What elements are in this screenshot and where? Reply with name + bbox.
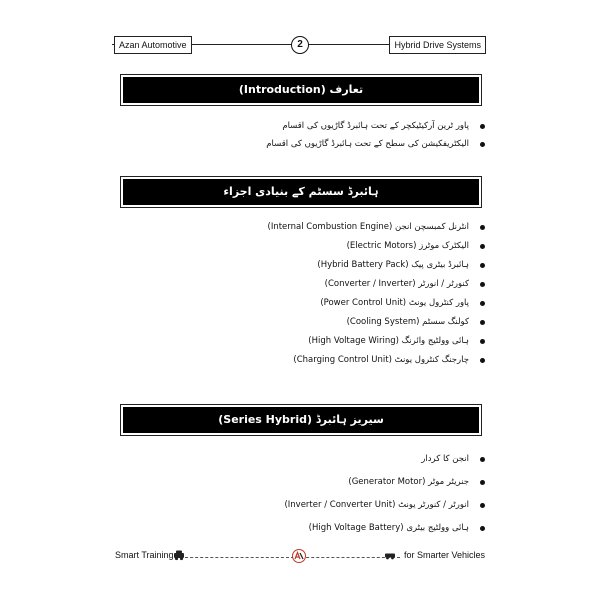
- section-heading-components: [120, 176, 482, 208]
- car-icon: [384, 550, 396, 560]
- list-item: ہائبرڈ بیٹری پیک (Hybrid Battery Pack): [268, 256, 486, 275]
- bullet-icon: [480, 480, 485, 485]
- bullet-icon: [480, 457, 485, 462]
- list-item: ہائی وولٹیج بیٹری (High Voltage Battery): [284, 517, 485, 540]
- section-heading-introduction: [120, 74, 482, 106]
- section-heading-series-hybrid: [120, 404, 482, 436]
- series-hybrid-list: [284, 448, 485, 540]
- bullet-icon: [480, 244, 485, 249]
- section-title: سیریز ہائبرڈ (Series Hybrid): [123, 407, 479, 433]
- car-icon: [172, 549, 186, 561]
- list-item: الیکٹریفکیشن کی سطح کے تحت ہائبرڈ گاڑیوں کی اقسام: [266, 135, 485, 153]
- bullet-icon: [480, 320, 485, 325]
- bullet-icon: [480, 124, 485, 129]
- list-item: انورٹر / کنورٹر یونٹ (Inverter / Converter Unit): [284, 494, 485, 517]
- list-item: انجن کا کردار: [284, 448, 485, 471]
- section-title: ہائبرڈ سسٹم کے بنیادی اجزاء: [123, 179, 479, 205]
- bullet-icon: [480, 225, 485, 230]
- bullet-icon: [480, 339, 485, 344]
- header-topic: Hybrid Drive Systems: [389, 36, 486, 54]
- bullet-icon: [480, 358, 485, 363]
- bullet-icon: [480, 282, 485, 287]
- list-item: پاور کنٹرول یونٹ (Power Control Unit): [268, 294, 486, 313]
- list-item: چارجنگ کنٹرول یونٹ (Charging Control Unit): [268, 351, 486, 370]
- components-list: [268, 218, 486, 370]
- bullet-icon: [480, 263, 485, 268]
- header-brand: Azan Automotive: [114, 36, 192, 54]
- page-number: 2: [291, 36, 309, 54]
- list-item: کنورٹر / انورٹر (Converter / Inverter): [268, 275, 486, 294]
- list-item: کولنگ سسٹم (Cooling System): [268, 313, 486, 332]
- footer-tagline-left: Smart Training: [115, 550, 174, 560]
- bullet-icon: [480, 142, 485, 147]
- footer-tagline-right: for Smarter Vehicles: [403, 550, 485, 560]
- bullet-icon: [480, 526, 485, 531]
- bullet-icon: [480, 301, 485, 306]
- list-item: جنریٹر موٹر (Generator Motor): [284, 471, 485, 494]
- list-item: الیکٹرک موٹرز (Electric Motors): [268, 237, 486, 256]
- introduction-list: [266, 117, 485, 153]
- bullet-icon: [480, 503, 485, 508]
- footer-dashed-rule: [180, 557, 400, 558]
- list-item: انٹرنل کمبسچن انجن (Internal Combustion Engine): [268, 218, 486, 237]
- section-title: تعارف (Introduction): [123, 77, 479, 103]
- list-item: پاور ٹرین آرکیٹیکچر کے تحت ہائبرڈ گاڑیوں کی اقسام: [266, 117, 485, 135]
- list-item: ہائی وولٹیج وائرنگ (High Voltage Wiring): [268, 332, 486, 351]
- azan-logo-icon: [292, 549, 306, 563]
